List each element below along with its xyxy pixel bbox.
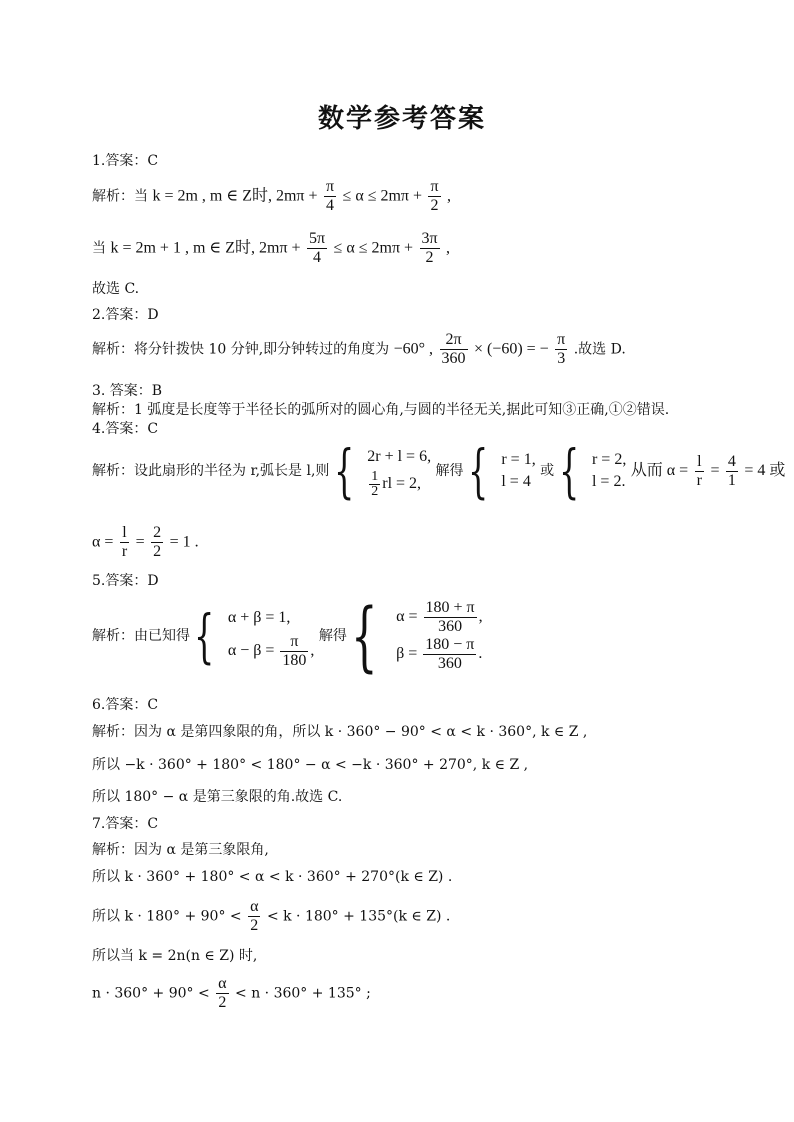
q1-mid2: ≤ α ≤ 2mπ + [333, 239, 414, 257]
q4-solve: 解得 [435, 463, 464, 479]
q5-solve: 解得 [318, 628, 347, 644]
q4-system: 2r + l = 6, $\frac{1}{2}$ rl = 2, [367, 447, 432, 499]
q4-frac-41: $\frac{4}{1}$ [727, 452, 736, 489]
q7-line1: 解析：因为 α 是第三象限角, [92, 842, 269, 858]
q4-res1: = 4 或 [744, 462, 786, 479]
q1-cond2: k = 2m + 1 , m ∈ Z时, 2mπ + [110, 239, 301, 257]
q1-frac4: $\frac{3\pi}{2}$ [421, 230, 438, 266]
q5-prefix: 解析：由已知得 [92, 628, 190, 644]
q4-line2 [92, 524, 199, 561]
q4-eq2: = [135, 533, 145, 551]
q6-line3: 所以 180° − α 是第三象限的角.故选 C. [92, 789, 343, 805]
q5-line [92, 591, 483, 680]
q7-line5b: < n · 360° + 135° ; [235, 985, 371, 1002]
q4-answer: 4.答案：C [92, 421, 159, 437]
page-title: 数学参考答案 [318, 104, 487, 134]
q5-answer: 5.答案：D [92, 573, 159, 589]
q4-frac-lr2: $\frac{l}{r}$ [121, 524, 128, 560]
q4-or: 或 [540, 463, 555, 479]
q2-frac1: $\frac{2\pi}{360}$ [441, 331, 466, 367]
q1-answer: 1.答案：C [92, 153, 159, 169]
q7-line4: 所以当 k = 2n(n ∈ Z) 时, [92, 948, 258, 964]
q1-mid1: ≤ α ≤ 2mπ + [342, 187, 423, 205]
q2-line [92, 331, 626, 368]
q6-answer: 6.答案：C [92, 697, 159, 713]
q4-res2: = 1 . [169, 533, 199, 551]
q7-line5 [92, 975, 371, 1012]
q5-system: α + β = 1, α − β = $\frac{\pi}{180}$ , [227, 608, 315, 669]
q4-solution1: r = 1, l = 4 [501, 451, 536, 490]
q2-answer: 2.答案：D [92, 307, 159, 323]
q2-end: .故选 D. [573, 341, 626, 358]
q7-line2: 所以 k · 360° + 180° < α < k · 360° + 270°(k ∈ Z) . [92, 869, 453, 885]
q2-frac2: $\frac{\pi}{3}$ [557, 331, 566, 367]
q7-line3 [92, 898, 450, 935]
q1-prefix2: 当 [92, 240, 106, 257]
q1-line1 [92, 178, 451, 215]
q1-frac3: $\frac{5\pi}{4}$ [309, 230, 326, 266]
q4-solution2: r = 2, l = 2. [591, 451, 627, 490]
q4-prefix: 解析：设此扇形的半径为 r,弧长是 l,则 [92, 463, 330, 479]
q4-alpha: α = [92, 533, 114, 551]
q2-angle: −60° , [393, 340, 434, 358]
q7-frac2: $\frac{\alpha}{2}$ [218, 975, 227, 1011]
q1-end1: , [447, 187, 452, 205]
q6-line2: 所以 −k · 360° + 180° < 180° − α < −k · 360° + 270°, k ∈ Z , [92, 757, 529, 773]
q4-frac-lr: $\frac{l}{r}$ [696, 452, 702, 489]
q5-brace2: { [351, 591, 378, 680]
q3-answer: 3. 答案：B [92, 383, 163, 399]
q4-line1 [92, 437, 786, 505]
q1-cond1: k = 2m , m ∈ Z时, 2mπ + [152, 187, 318, 205]
q2-prefix: 解析：将分针拨快 10 分钟,即分钟转过的角度为 [92, 341, 390, 358]
q4-brace1: { [333, 437, 355, 505]
q7-line3b: < k · 180° + 135°(k ∈ Z) . [266, 908, 451, 925]
q1-line2 [92, 230, 450, 267]
q3-text: 解析：1 弧度是长度等于半径长的弧所对的圆心角,与圆的半径无关,据此可知③正确,①②错误. [92, 402, 670, 418]
q4-brace3: { [558, 437, 579, 505]
q1-prefix: 解析：当 [92, 188, 148, 205]
q7-line3a: 所以 k · 180° + 90° < [92, 908, 242, 925]
q7-frac1: $\frac{\alpha}{2}$ [250, 898, 259, 934]
q4-then: 从而 α = [630, 462, 689, 479]
q4-eq: = [710, 462, 720, 479]
q6-line1: 解析：因为 α 是第四象限的角，所以 k · 360° − 90° < α < k · 360°, k ∈ Z , [92, 724, 588, 740]
q4-brace2: { [467, 437, 489, 505]
q4-frac-22: $\frac{2}{2}$ [153, 524, 162, 560]
q7-answer: 7.答案：C [92, 816, 159, 832]
q1-end2: , [446, 239, 451, 257]
q7-line5a: n · 360° + 90° < [92, 985, 210, 1002]
q5-solution: α = $\frac{180 + \pi}{360}$ , β = $\frac{180 - \pi}{360}$ . [396, 599, 483, 672]
q5-brace1: { [194, 602, 215, 670]
q2-mid: × (−60) = − [473, 340, 549, 358]
q1-conclusion: 故选 C. [92, 281, 140, 297]
q1-frac2: $\frac{\pi}{2}$ [430, 178, 439, 214]
q1-frac1: $\frac{\pi}{4}$ [326, 178, 335, 214]
